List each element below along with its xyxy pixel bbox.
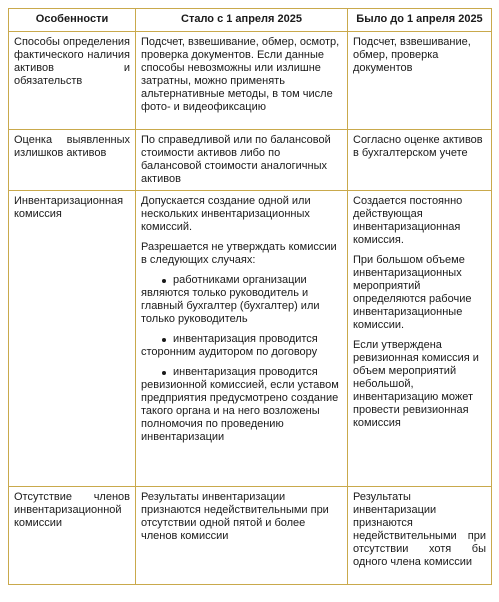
feature-cell xyxy=(9,191,136,487)
feature-cell xyxy=(9,32,136,130)
list-item: работниками организации являются только руководитель и главный бухгалтер (бухгалтер) или только руководитель xyxy=(141,274,320,325)
header-row xyxy=(9,9,492,32)
old-rule-text: Подсчет, взвешивание, обмер, проверка документов xyxy=(353,36,471,74)
feature-text: Оценка выявленных излишков активов xyxy=(14,134,130,159)
old-rule-text: Если утверждена ревизионная комиссия и объем мероприятий небольшой, инвентаризацию может провести ревизионная комиссия xyxy=(353,339,479,429)
new-rule-text: По справедливой или по балансовой стоимости активов либо по балансовой стоимости аналогичных активов xyxy=(141,134,331,185)
new-rule-text: Разрешается не утверждать комиссии в следующих случаях: xyxy=(141,241,337,266)
new-rule-cell xyxy=(136,191,348,487)
feature-cell xyxy=(9,487,136,585)
old-rule-text: Результаты инвентаризации признаются недействительными при отсутствии хотя бы одного члена комиссии xyxy=(353,491,486,568)
old-rule-cell xyxy=(348,32,492,130)
list-item: инвентаризация проводится ревизионной комиссией, если уставом предприятия предусмотрено создание такого органа и на него возложены полномочия по проведению инвентаризации xyxy=(141,366,339,443)
old-rule-cell xyxy=(348,130,492,191)
bullet-icon xyxy=(162,279,166,283)
header-new-rules: Стало с 1 апреля 2025 xyxy=(136,9,348,32)
new-rule-text: Допускается создание одной или нескольких инвентаризационных комиссий. xyxy=(141,195,311,233)
table-row xyxy=(9,191,492,487)
header-old-rules: Было до 1 апреля 2025 xyxy=(348,9,492,32)
comparison-table xyxy=(8,8,492,585)
new-rule-cell xyxy=(136,32,348,130)
bullet-icon xyxy=(162,338,166,342)
table-row xyxy=(9,32,492,130)
feature-text: Способы определения фактического наличия активов и обязательств xyxy=(14,36,130,87)
feature-text: Отсутствие членов инвентаризационной комиссии xyxy=(14,491,130,529)
exceptions-list xyxy=(141,274,342,444)
old-rule-text: При большом объеме инвентаризационных мероприятий определяются рабочие инвентаризационные комиссии. xyxy=(353,254,472,331)
bullet-icon xyxy=(162,371,166,375)
new-rule-cell xyxy=(136,487,348,585)
old-rule-text: Согласно оценке активов в бухгалтерском учете xyxy=(353,134,483,159)
feature-text: Инвентаризационная комиссия xyxy=(14,195,124,220)
feature-cell xyxy=(9,130,136,191)
old-rule-cell xyxy=(348,191,492,487)
old-rule-text: Создается постоянно действующая инвентаризационная комиссия. xyxy=(353,195,463,246)
table-row xyxy=(9,487,492,585)
new-rule-text: Результаты инвентаризации признаются недействительными при отсутствии одной пятой и более членов комиссии xyxy=(141,491,329,542)
new-rule-text: Подсчет, взвешивание, обмер, осмотр, проверка документов. Если данные способы невозможны или излишне затратны, можно применять альтернативные методы, в том числе фото- и видеофиксацию xyxy=(141,36,340,113)
old-rule-cell xyxy=(348,487,492,585)
header-features: Особенности xyxy=(9,9,136,32)
table-row xyxy=(9,130,492,191)
list-item: инвентаризация проводится сторонним аудитором по договору xyxy=(141,333,318,358)
new-rule-cell xyxy=(136,130,348,191)
